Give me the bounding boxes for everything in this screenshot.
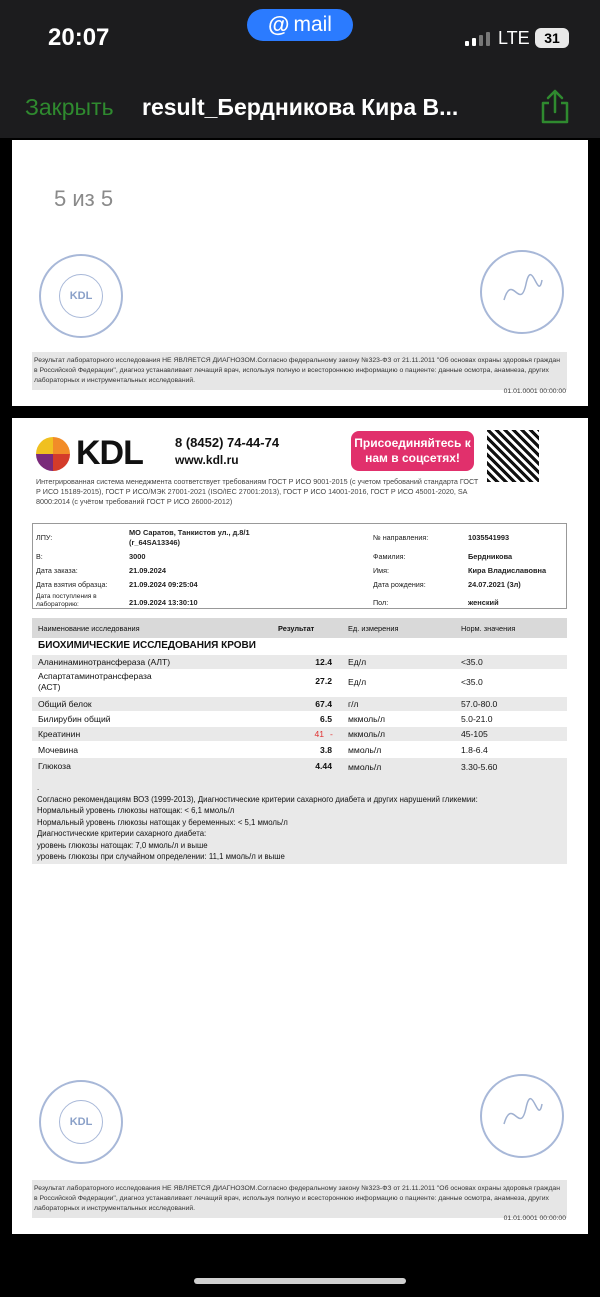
document-title: result_Бердникова Кира В... — [142, 94, 459, 120]
report-code: 01.01.0001 00:00:00 — [503, 388, 566, 395]
signal-icon — [465, 32, 490, 46]
page-indicator: 5 из 5 — [54, 186, 114, 211]
lab-website: www.kdl.ru — [175, 453, 239, 467]
lab-stamp: KDL — [39, 254, 123, 338]
battery-icon: 31 — [535, 28, 569, 48]
kdl-logo-mark — [36, 437, 70, 471]
table-row: Общий белок 67.4 г/л 57.0-80.0 — [32, 697, 567, 711]
qr-code — [484, 427, 542, 485]
table-row: Аспартатаминотрансфераза (АСТ) 27.2 Ед/л <35.0 — [38, 671, 483, 692]
social-promo: Присоединяйтесь к нам в соцсетях! — [351, 431, 474, 471]
close-button[interactable]: Закрыть — [25, 94, 114, 120]
signature — [482, 252, 562, 332]
table-row: Мочевина 3.8 ммоль/л 1.8-6.4 — [38, 745, 488, 755]
pdf-page-previous — [12, 140, 588, 406]
back-to-mail-button[interactable] — [247, 9, 353, 41]
table-row: Билирубин общий 6.5 мкмоль/л 5.0-21.0 — [38, 714, 493, 724]
clock: 20:07 — [48, 24, 110, 51]
patient-info-box: ЛПУ: МО Саратов, Танкистов ул., д.8/1 (r_64SA13346) В: 3000 Дата заказа: 21.09.2024 Дата взятия образца: 21.09.2024 09:25:04 Дата поступления в лабораторию: 21.09.2024 13:30:10 № направления: 1035541993 Фамилия: Бердникова Имя: Кира Владиславовна Дата рождения: 24.07.2021 (3л) Пол: женский — [32, 523, 567, 609]
low-flag: - — [330, 729, 333, 739]
network-type: LTE — [498, 28, 530, 48]
kdl-logo: KDL — [36, 434, 143, 473]
certifications-text: Интегрированная система менеджмента соответствует требованиям ГОСТ Р ИСО 9001-2015 (с учетом требований стандарта ГОСТ Р ИСО 15189-2015), ГОСТ Р ИСО/МЭК 27001-2021 (ISO/IEC 27001:2013), ГОСТ Р ИСО 14001-2016, ГОСТ Р ИСО 45001-2020, SA 8000:2014 (с учётом требований ГОСТ Р ИСО 26000-2012) — [36, 477, 479, 506]
section-title: БИОХИМИЧЕСКИЕ ИССЛЕДОВАНИЯ КРОВИ — [38, 640, 256, 651]
lab-phone: 8 (8452) 74-44-74 — [175, 435, 280, 450]
table-row: Глюкоза 4.44 ммоль/л 3.30-5.60 — [32, 758, 567, 778]
signature — [482, 1076, 562, 1156]
disclaimer: Результат лабораторного исследования НЕ ЯВЛЯЕТСЯ ДИАГНОЗОМ.Согласно федеральному закону №323-ФЗ от 21.11.2011 "Об основах охраны здоровья граждан в Российской Федерации", диагноз устанавливает лечащий врач, используя полную и всестороннюю информацию о пациенте: данные осмотра, анамнеза, других лабораторных и инструментальных исследований. — [32, 1180, 567, 1218]
mail-label: mail — [293, 13, 332, 36]
disclaimer: Результат лабораторного исследования НЕ ЯВЛЯЕТСЯ ДИАГНОЗОМ.Согласно федеральному закону №323-ФЗ от 21.11.2011 "Об основах охраны здоровья граждан в Российской Федерации", диагноз устанавливает лечащий врач, используя полную и всестороннюю информацию о пациенте: данные осмотра, анамнеза, других лабораторных и инструментальных исследований. — [32, 352, 567, 390]
table-row: Аланинаминотрансфераза (АЛТ) 12.4 Ед/л <35.0 — [32, 655, 567, 669]
table-row: Креатинин 41 - мкмоль/л 45-105 — [32, 727, 567, 741]
doctor-stamp — [480, 1074, 564, 1158]
status-bar — [0, 0, 600, 80]
doctor-stamp — [480, 250, 564, 334]
at-icon: @ — [268, 12, 290, 37]
share-icon[interactable] — [538, 88, 572, 126]
home-indicator[interactable] — [194, 1278, 406, 1284]
pdf-page-results — [12, 418, 588, 1234]
report-code: 01.01.0001 00:00:00 — [503, 1215, 566, 1222]
results-table-header: Наименование исследования Результат Ед. измерения Норм. значения — [32, 618, 567, 638]
nav-bar — [0, 80, 600, 138]
lab-stamp: KDL — [39, 1080, 123, 1164]
glucose-note: . Согласно рекомендациям ВОЗ (1999-2013), Диагностические критерии сахарного диабета и других нарушений гликемии: Нормальный уровень глюкозы натощак: < 6,1 ммоль/л Нормальный уровень глюкозы натощак у беременных: < 5,1 ммоль/л Диагностические критерии сахарного диабета: уровень глюкозы натощак: 7,0 ммоль/л и выше уровень глюкозы при случайном определении: 11,1 ммоль/л и выше — [32, 778, 567, 864]
